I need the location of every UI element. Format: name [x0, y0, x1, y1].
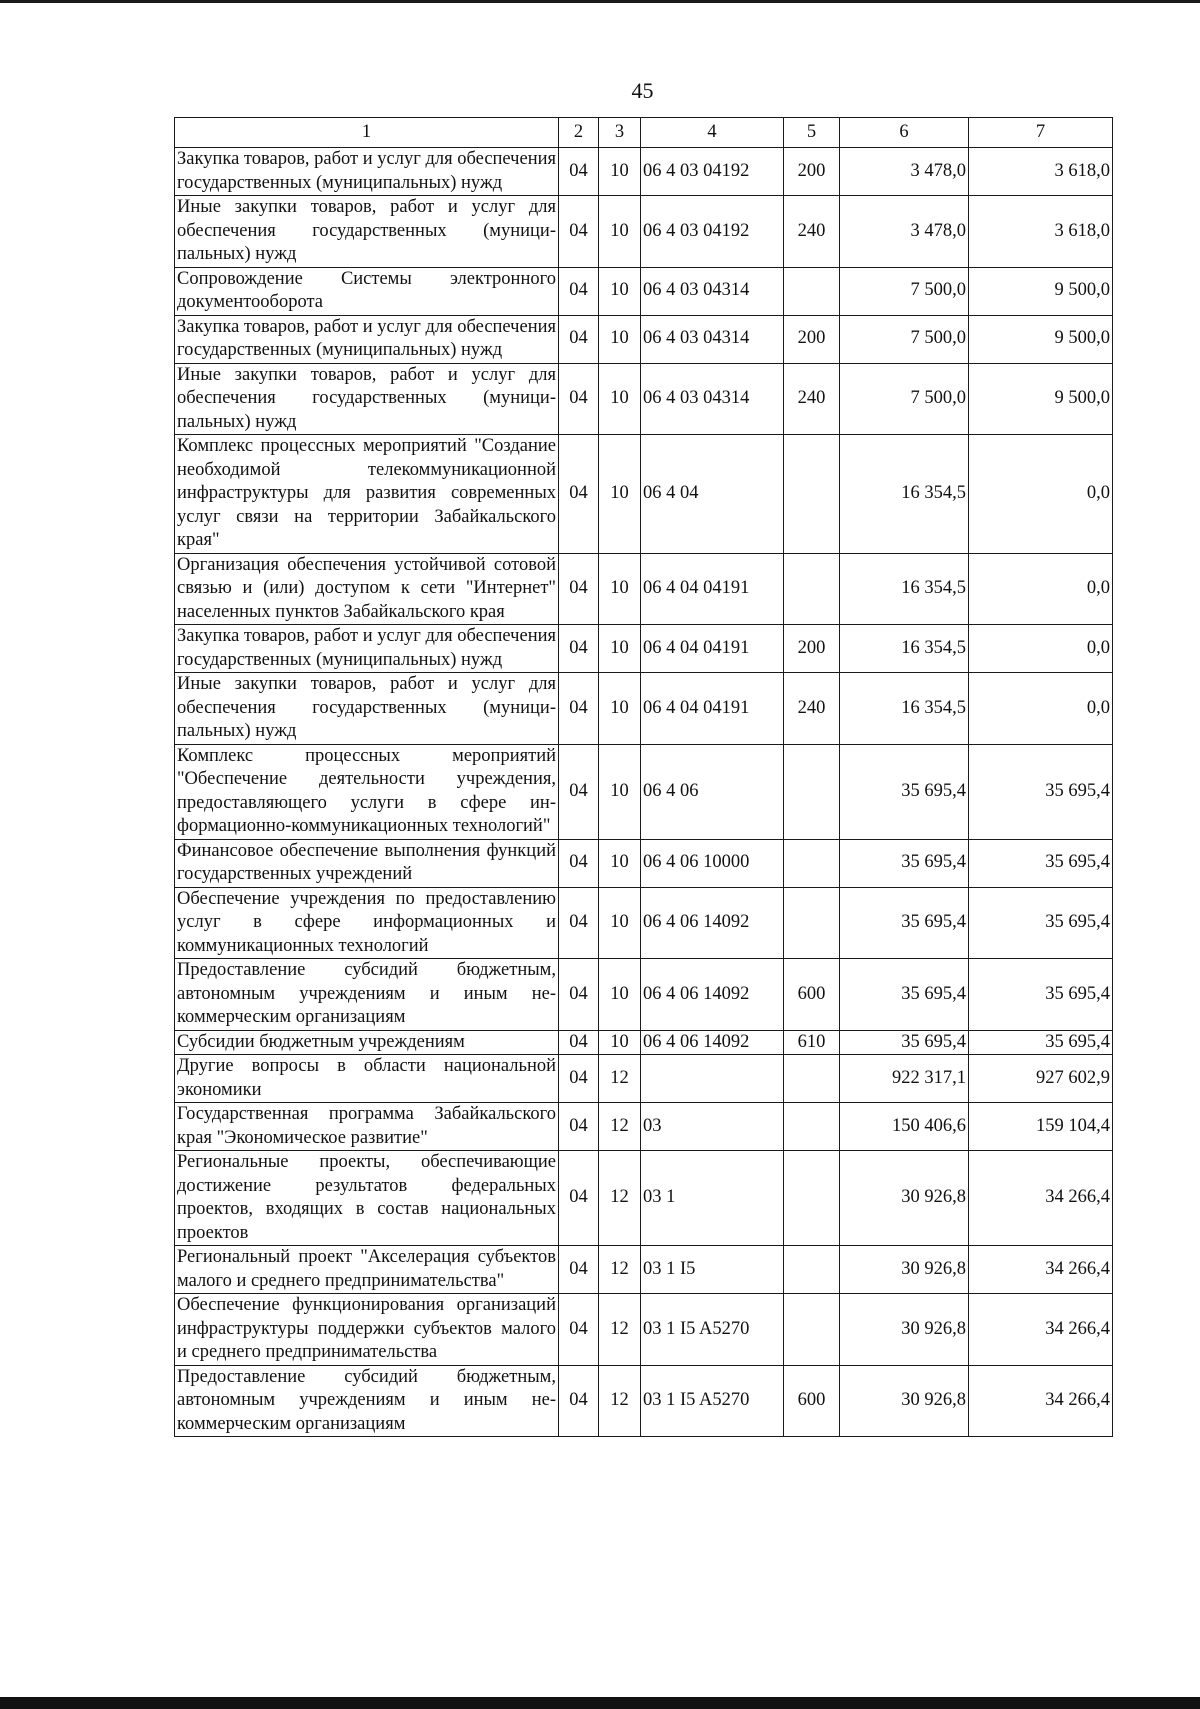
target-article-code: 06 4 03 04314	[641, 315, 784, 363]
amount-year-1: 30 926,8	[840, 1246, 969, 1294]
amount-year-1: 30 926,8	[840, 1365, 969, 1437]
expense-type-code	[784, 267, 840, 315]
expense-type-code	[784, 553, 840, 625]
expense-type-code: 240	[784, 673, 840, 745]
section-code: 04	[559, 1055, 599, 1103]
amount-year-1: 3 478,0	[840, 148, 969, 196]
amount-year-2: 0,0	[969, 435, 1113, 554]
subsection-code: 10	[599, 744, 641, 839]
amount-year-2: 927 602,9	[969, 1055, 1113, 1103]
col-header-2: 2	[559, 118, 599, 148]
item-name: Закупка товаров, работ и услуг для обеспечения государственных (муниципальных) нужд	[175, 148, 559, 196]
item-name: Обеспечение учреждения по предоставлению услуг в сфере информационных и коммуникационных технологий	[175, 887, 559, 959]
amount-year-2: 3 618,0	[969, 148, 1113, 196]
amount-year-2: 159 104,4	[969, 1103, 1113, 1151]
col-header-6: 6	[840, 118, 969, 148]
amount-year-1: 35 695,4	[840, 839, 969, 887]
subsection-code: 12	[599, 1151, 641, 1246]
target-article-code: 06 4 03 04314	[641, 363, 784, 435]
page-number: 45	[631, 78, 654, 103]
amount-year-1: 7 500,0	[840, 363, 969, 435]
amount-year-1: 16 354,5	[840, 435, 969, 554]
amount-year-1: 35 695,4	[840, 744, 969, 839]
col-header-7: 7	[969, 118, 1113, 148]
table-row	[175, 744, 1113, 839]
expense-type-code: 200	[784, 315, 840, 363]
top-edge-rule	[0, 0, 1200, 3]
target-article-code	[641, 1055, 784, 1103]
amount-year-2: 0,0	[969, 553, 1113, 625]
item-name: Региональный проект "Акселерация субъектов малого и среднего предпринимательства"	[175, 1246, 559, 1294]
target-article-code: 03 1 I5	[641, 1246, 784, 1294]
target-article-code: 03 1 I5 A5270	[641, 1294, 784, 1366]
section-code: 04	[559, 1151, 599, 1246]
target-article-code: 06 4 04 04191	[641, 553, 784, 625]
table-row	[175, 887, 1113, 959]
table-row	[175, 1246, 1113, 1294]
amount-year-2: 0,0	[969, 625, 1113, 673]
target-article-code: 03	[641, 1103, 784, 1151]
item-name: Сопровождение Системы электронного документооборота	[175, 267, 559, 315]
expense-type-code: 610	[784, 1030, 840, 1055]
expense-type-code	[784, 887, 840, 959]
section-code: 04	[559, 1030, 599, 1055]
section-code: 04	[559, 887, 599, 959]
item-name: Иные закупки товаров, работ и услуг для обеспечения государственных (муниципальных) нужд	[175, 673, 559, 745]
col-header-4: 4	[641, 118, 784, 148]
target-article-code: 03 1	[641, 1151, 784, 1246]
section-code: 04	[559, 959, 599, 1031]
section-code: 04	[559, 625, 599, 673]
expense-type-code: 200	[784, 148, 840, 196]
subsection-code: 12	[599, 1365, 641, 1437]
subsection-code: 10	[599, 887, 641, 959]
expense-type-code: 240	[784, 363, 840, 435]
target-article-code: 06 4 06 10000	[641, 839, 784, 887]
item-name: Предоставление субсидий бюджетным, автономным учреждениям и иным некоммерческим организациям	[175, 1365, 559, 1437]
amount-year-2: 34 266,4	[969, 1294, 1113, 1366]
section-code: 04	[559, 315, 599, 363]
section-code: 04	[559, 673, 599, 745]
expense-type-code	[784, 1055, 840, 1103]
col-header-3: 3	[599, 118, 641, 148]
target-article-code: 06 4 06 14092	[641, 887, 784, 959]
table-row	[175, 839, 1113, 887]
amount-year-1: 3 478,0	[840, 196, 969, 268]
target-article-code: 06 4 06 14092	[641, 1030, 784, 1055]
item-name: Иные закупки товаров, работ и услуг для обеспечения государственных (муниципальных) нужд	[175, 363, 559, 435]
expense-type-code	[784, 1246, 840, 1294]
table-row	[175, 625, 1113, 673]
section-code: 04	[559, 363, 599, 435]
target-article-code: 06 4 04	[641, 435, 784, 554]
amount-year-2: 9 500,0	[969, 363, 1113, 435]
subsection-code: 10	[599, 959, 641, 1031]
item-name: Субсидии бюджетным учреждениям	[175, 1030, 559, 1055]
section-code: 04	[559, 1365, 599, 1437]
item-name: Закупка товаров, работ и услуг для обеспечения государственных (муниципальных) нужд	[175, 625, 559, 673]
item-name: Организация обеспечения устойчивой сотовой связью и (или) доступом к сети "Интернет" населенных пунктов Забайкальского края	[175, 553, 559, 625]
table-row	[175, 267, 1113, 315]
amount-year-2: 35 695,4	[969, 887, 1113, 959]
subsection-code: 10	[599, 196, 641, 268]
amount-year-1: 35 695,4	[840, 887, 969, 959]
section-code: 04	[559, 1294, 599, 1366]
target-article-code: 06 4 06 14092	[641, 959, 784, 1031]
amount-year-1: 30 926,8	[840, 1294, 969, 1366]
amount-year-2: 0,0	[969, 673, 1113, 745]
section-code: 04	[559, 148, 599, 196]
item-name: Иные закупки товаров, работ и услуг для обеспечения государственных (муниципальных) нужд	[175, 196, 559, 268]
target-article-code: 06 4 03 04192	[641, 196, 784, 268]
amount-year-2: 35 695,4	[969, 839, 1113, 887]
section-code: 04	[559, 553, 599, 625]
section-code: 04	[559, 839, 599, 887]
expense-type-code	[784, 744, 840, 839]
target-article-code: 06 4 04 04191	[641, 673, 784, 745]
table-row	[175, 435, 1113, 554]
table-row	[175, 1151, 1113, 1246]
amount-year-2: 35 695,4	[969, 1030, 1113, 1055]
amount-year-2: 35 695,4	[969, 959, 1113, 1031]
table-row	[175, 196, 1113, 268]
amount-year-2: 34 266,4	[969, 1365, 1113, 1437]
amount-year-1: 16 354,5	[840, 673, 969, 745]
amount-year-1: 30 926,8	[840, 1151, 969, 1246]
item-name: Предоставление субсидий бюджетным, автономным учреждениям и иным некоммерческим организациям	[175, 959, 559, 1031]
table-row	[175, 1055, 1113, 1103]
budget-table	[174, 117, 1113, 1437]
subsection-code: 10	[599, 435, 641, 554]
table-row	[175, 1030, 1113, 1055]
table-row	[175, 1294, 1113, 1366]
item-name: Государственная программа Забайкальского края "Экономическое развитие"	[175, 1103, 559, 1151]
table-row	[175, 1103, 1113, 1151]
subsection-code: 10	[599, 315, 641, 363]
table-row	[175, 1365, 1113, 1437]
table-body	[175, 148, 1113, 1437]
section-code: 04	[559, 196, 599, 268]
target-article-code: 06 4 03 04192	[641, 148, 784, 196]
col-header-5: 5	[784, 118, 840, 148]
expense-type-code	[784, 435, 840, 554]
amount-year-1: 16 354,5	[840, 625, 969, 673]
subsection-code: 10	[599, 839, 641, 887]
expense-type-code	[784, 1103, 840, 1151]
amount-year-1: 35 695,4	[840, 1030, 969, 1055]
header-row	[175, 118, 1113, 148]
expense-type-code	[784, 1151, 840, 1246]
target-article-code: 06 4 03 04314	[641, 267, 784, 315]
item-name: Комплекс процессных мероприятий "Создание необходимой телекоммуникационной инфраструктуры для развития современных услуг связи на территории Забайкальского края"	[175, 435, 559, 554]
amount-year-2: 34 266,4	[969, 1246, 1113, 1294]
target-article-code: 06 4 04 04191	[641, 625, 784, 673]
amount-year-1: 150 406,6	[840, 1103, 969, 1151]
item-name: Другие вопросы в области национальной экономики	[175, 1055, 559, 1103]
subsection-code: 10	[599, 363, 641, 435]
subsection-code: 10	[599, 553, 641, 625]
table-row	[175, 315, 1113, 363]
amount-year-1: 7 500,0	[840, 267, 969, 315]
amount-year-2: 3 618,0	[969, 196, 1113, 268]
subsection-code: 10	[599, 625, 641, 673]
amount-year-1: 35 695,4	[840, 959, 969, 1031]
target-article-code: 06 4 06	[641, 744, 784, 839]
subsection-code: 12	[599, 1294, 641, 1366]
amount-year-1: 922 317,1	[840, 1055, 969, 1103]
table-row	[175, 553, 1113, 625]
subsection-code: 12	[599, 1246, 641, 1294]
section-code: 04	[559, 1103, 599, 1151]
table-row	[175, 673, 1113, 745]
subsection-code: 12	[599, 1055, 641, 1103]
table-row	[175, 148, 1113, 196]
table-row	[175, 959, 1113, 1031]
amount-year-1: 16 354,5	[840, 553, 969, 625]
section-code: 04	[559, 435, 599, 554]
col-header-1: 1	[175, 118, 559, 148]
subsection-code: 10	[599, 1030, 641, 1055]
item-name: Финансовое обеспечение выполнения функций государственных учреждений	[175, 839, 559, 887]
target-article-code: 03 1 I5 A5270	[641, 1365, 784, 1437]
item-name: Региональные проекты, обеспечивающие достижение результатов федеральных проектов, входящих в состав национальных проектов	[175, 1151, 559, 1246]
amount-year-2: 34 266,4	[969, 1151, 1113, 1246]
subsection-code: 10	[599, 148, 641, 196]
item-name: Комплекс процессных мероприятий "Обеспечение деятельности учреждения, предоставляющего услуги в сфере информационно-коммуникационных технологий"	[175, 744, 559, 839]
expense-type-code	[784, 839, 840, 887]
expense-type-code: 240	[784, 196, 840, 268]
amount-year-2: 9 500,0	[969, 267, 1113, 315]
subsection-code: 10	[599, 673, 641, 745]
bottom-edge-rule	[0, 1697, 1200, 1709]
amount-year-2: 9 500,0	[969, 315, 1113, 363]
expense-type-code: 200	[784, 625, 840, 673]
amount-year-1: 7 500,0	[840, 315, 969, 363]
section-code: 04	[559, 1246, 599, 1294]
expense-type-code: 600	[784, 959, 840, 1031]
amount-year-2: 35 695,4	[969, 744, 1113, 839]
subsection-code: 12	[599, 1103, 641, 1151]
expense-type-code: 600	[784, 1365, 840, 1437]
section-code: 04	[559, 744, 599, 839]
table-row	[175, 363, 1113, 435]
section-code: 04	[559, 267, 599, 315]
subsection-code: 10	[599, 267, 641, 315]
expense-type-code	[784, 1294, 840, 1366]
item-name: Закупка товаров, работ и услуг для обеспечения государственных (муниципальных) нужд	[175, 315, 559, 363]
item-name: Обеспечение функционирования организаций инфраструктуры поддержки субъектов малого и среднего предпринимательства	[175, 1294, 559, 1366]
